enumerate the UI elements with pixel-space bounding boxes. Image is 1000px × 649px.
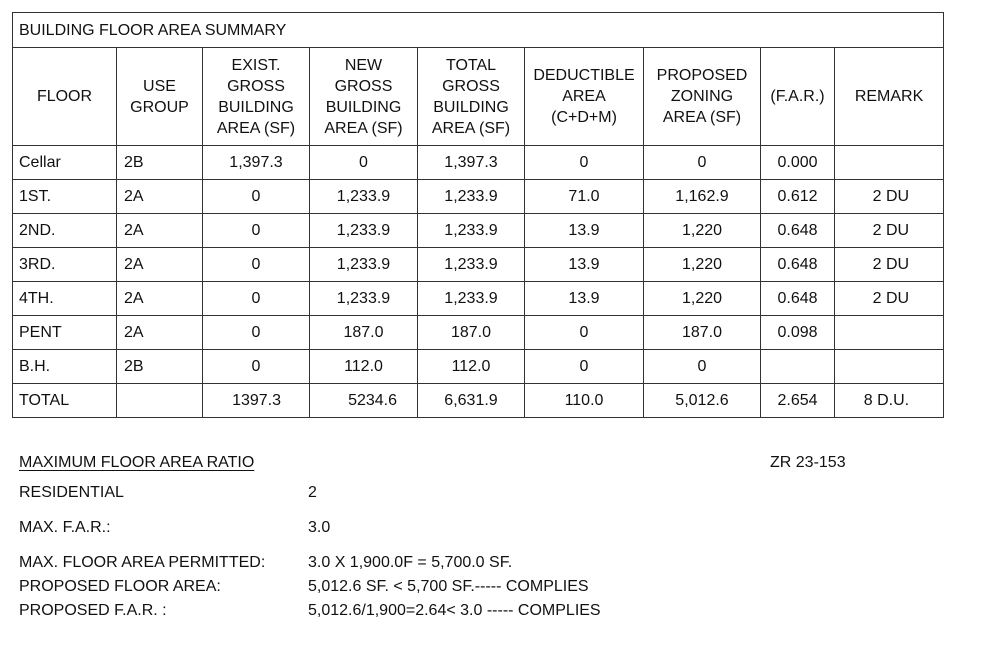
cell-total: 1,233.9 xyxy=(418,180,525,214)
cell-exist: 0 xyxy=(203,282,310,316)
cell-new: 187.0 xyxy=(310,316,418,350)
note-value: 5,012.6/1,900=2.64< 3.0 ----- COMPLIES xyxy=(308,602,601,619)
cell-deductible: 0 xyxy=(525,350,644,384)
header-far: (F.A.R.) xyxy=(761,48,835,146)
header-exist-gross: EXIST. GROSS BUILDING AREA (SF) xyxy=(203,48,310,146)
cell-deductible: 0 xyxy=(525,146,644,180)
cell-exist: 0 xyxy=(203,350,310,384)
header-total-gross: TOTAL GROSS BUILDING AREA (SF) xyxy=(418,48,525,146)
cell-zoning: 1,220 xyxy=(644,248,761,282)
cell-exist: 0 xyxy=(203,316,310,350)
cell-total: 1,397.3 xyxy=(418,146,525,180)
cell-floor: 1ST. xyxy=(13,180,117,214)
header-floor: FLOOR xyxy=(13,48,117,146)
cell-deductible: 13.9 xyxy=(525,282,644,316)
cell-far: 2.654 xyxy=(761,384,835,418)
cell-exist: 1397.3 xyxy=(203,384,310,418)
table-row xyxy=(13,214,944,248)
cell-new: 112.0 xyxy=(310,350,418,384)
cell-use-group: 2B xyxy=(117,146,203,180)
table-row xyxy=(13,248,944,282)
cell-total: 1,233.9 xyxy=(418,214,525,248)
cell-use-group: 2B xyxy=(117,350,203,384)
table-row xyxy=(13,316,944,350)
cell-floor: 4TH. xyxy=(13,282,117,316)
cell-remark: 2 DU xyxy=(835,214,944,248)
cell-far: 0.000 xyxy=(761,146,835,180)
cell-use-group: 2A xyxy=(117,316,203,350)
cell-new: 1,233.9 xyxy=(310,214,418,248)
cell-deductible: 13.9 xyxy=(525,248,644,282)
cell-remark: 2 DU xyxy=(835,282,944,316)
header-new-gross: NEW GROSS BUILDING AREA (SF) xyxy=(310,48,418,146)
cell-far xyxy=(761,350,835,384)
note-value: 2 xyxy=(308,484,317,501)
cell-zoning: 0 xyxy=(644,350,761,384)
table-total-row xyxy=(13,384,944,418)
cell-remark: 8 D.U. xyxy=(835,384,944,418)
cell-exist: 0 xyxy=(203,248,310,282)
cell-exist: 0 xyxy=(203,214,310,248)
cell-new: 5234.6 xyxy=(310,384,418,418)
cell-total: 187.0 xyxy=(418,316,525,350)
table-row xyxy=(13,146,944,180)
cell-floor: B.H. xyxy=(13,350,117,384)
header-use-group: USE GROUP xyxy=(117,48,203,146)
cell-total: 1,233.9 xyxy=(418,282,525,316)
cell-use-group: 2A xyxy=(117,248,203,282)
cell-total: 1,233.9 xyxy=(418,248,525,282)
header-remark: REMARK xyxy=(835,48,944,146)
cell-far: 0.612 xyxy=(761,180,835,214)
cell-use-group: 2A xyxy=(117,214,203,248)
cell-zoning: 1,220 xyxy=(644,282,761,316)
cell-remark: 2 DU xyxy=(835,248,944,282)
notes-heading: MAXIMUM FLOOR AREA RATIO xyxy=(19,454,255,471)
cell-zoning: 187.0 xyxy=(644,316,761,350)
cell-deductible: 13.9 xyxy=(525,214,644,248)
cell-zoning: 5,012.6 xyxy=(644,384,761,418)
cell-zoning: 1,220 xyxy=(644,214,761,248)
cell-deductible: 0 xyxy=(525,316,644,350)
cell-remark xyxy=(835,146,944,180)
cell-floor: PENT xyxy=(13,316,117,350)
cell-floor: 3RD. xyxy=(13,248,117,282)
cell-exist: 1,397.3 xyxy=(203,146,310,180)
note-label: MAX. FLOOR AREA PERMITTED: xyxy=(19,554,266,571)
table-title-row xyxy=(13,13,944,48)
cell-remark: 2 DU xyxy=(835,180,944,214)
cell-floor: 2ND. xyxy=(13,214,117,248)
header-proposed-zoning: PROPOSED ZONING AREA (SF) xyxy=(644,48,761,146)
note-label: PROPOSED F.A.R. : xyxy=(19,602,167,619)
cell-new: 1,233.9 xyxy=(310,282,418,316)
cell-total: 112.0 xyxy=(418,350,525,384)
table-title: BUILDING FLOOR AREA SUMMARY xyxy=(13,13,944,48)
table-header-row xyxy=(13,48,944,146)
cell-far: 0.098 xyxy=(761,316,835,350)
cell-new: 0 xyxy=(310,146,418,180)
note-value: 5,012.6 SF. < 5,700 SF.----- COMPLIES xyxy=(308,578,589,595)
cell-deductible: 110.0 xyxy=(525,384,644,418)
cell-use-group xyxy=(117,384,203,418)
note-label: MAX. F.A.R.: xyxy=(19,519,111,536)
cell-floor: TOTAL xyxy=(13,384,117,418)
floor-area-summary-table xyxy=(12,12,944,418)
note-value: 3.0 X 1,900.0F = 5,700.0 SF. xyxy=(308,554,513,571)
cell-far: 0.648 xyxy=(761,214,835,248)
cell-remark xyxy=(835,316,944,350)
table-row xyxy=(13,282,944,316)
cell-new: 1,233.9 xyxy=(310,180,418,214)
note-value: 3.0 xyxy=(308,519,331,536)
table-row xyxy=(13,180,944,214)
cell-exist: 0 xyxy=(203,180,310,214)
cell-far: 0.648 xyxy=(761,282,835,316)
far-notes xyxy=(19,452,979,642)
cell-floor: Cellar xyxy=(13,146,117,180)
header-deductible: DEDUCTIBLE AREA (C+D+M) xyxy=(525,48,644,146)
zoning-reference: ZR 23-153 xyxy=(770,454,846,471)
cell-zoning: 1,162.9 xyxy=(644,180,761,214)
cell-remark xyxy=(835,350,944,384)
cell-deductible: 71.0 xyxy=(525,180,644,214)
cell-total: 6,631.9 xyxy=(418,384,525,418)
cell-far: 0.648 xyxy=(761,248,835,282)
note-label: RESIDENTIAL xyxy=(19,484,124,501)
note-label: PROPOSED FLOOR AREA: xyxy=(19,578,221,595)
cell-zoning: 0 xyxy=(644,146,761,180)
cell-new: 1,233.9 xyxy=(310,248,418,282)
table-row xyxy=(13,350,944,384)
cell-use-group: 2A xyxy=(117,282,203,316)
cell-use-group: 2A xyxy=(117,180,203,214)
